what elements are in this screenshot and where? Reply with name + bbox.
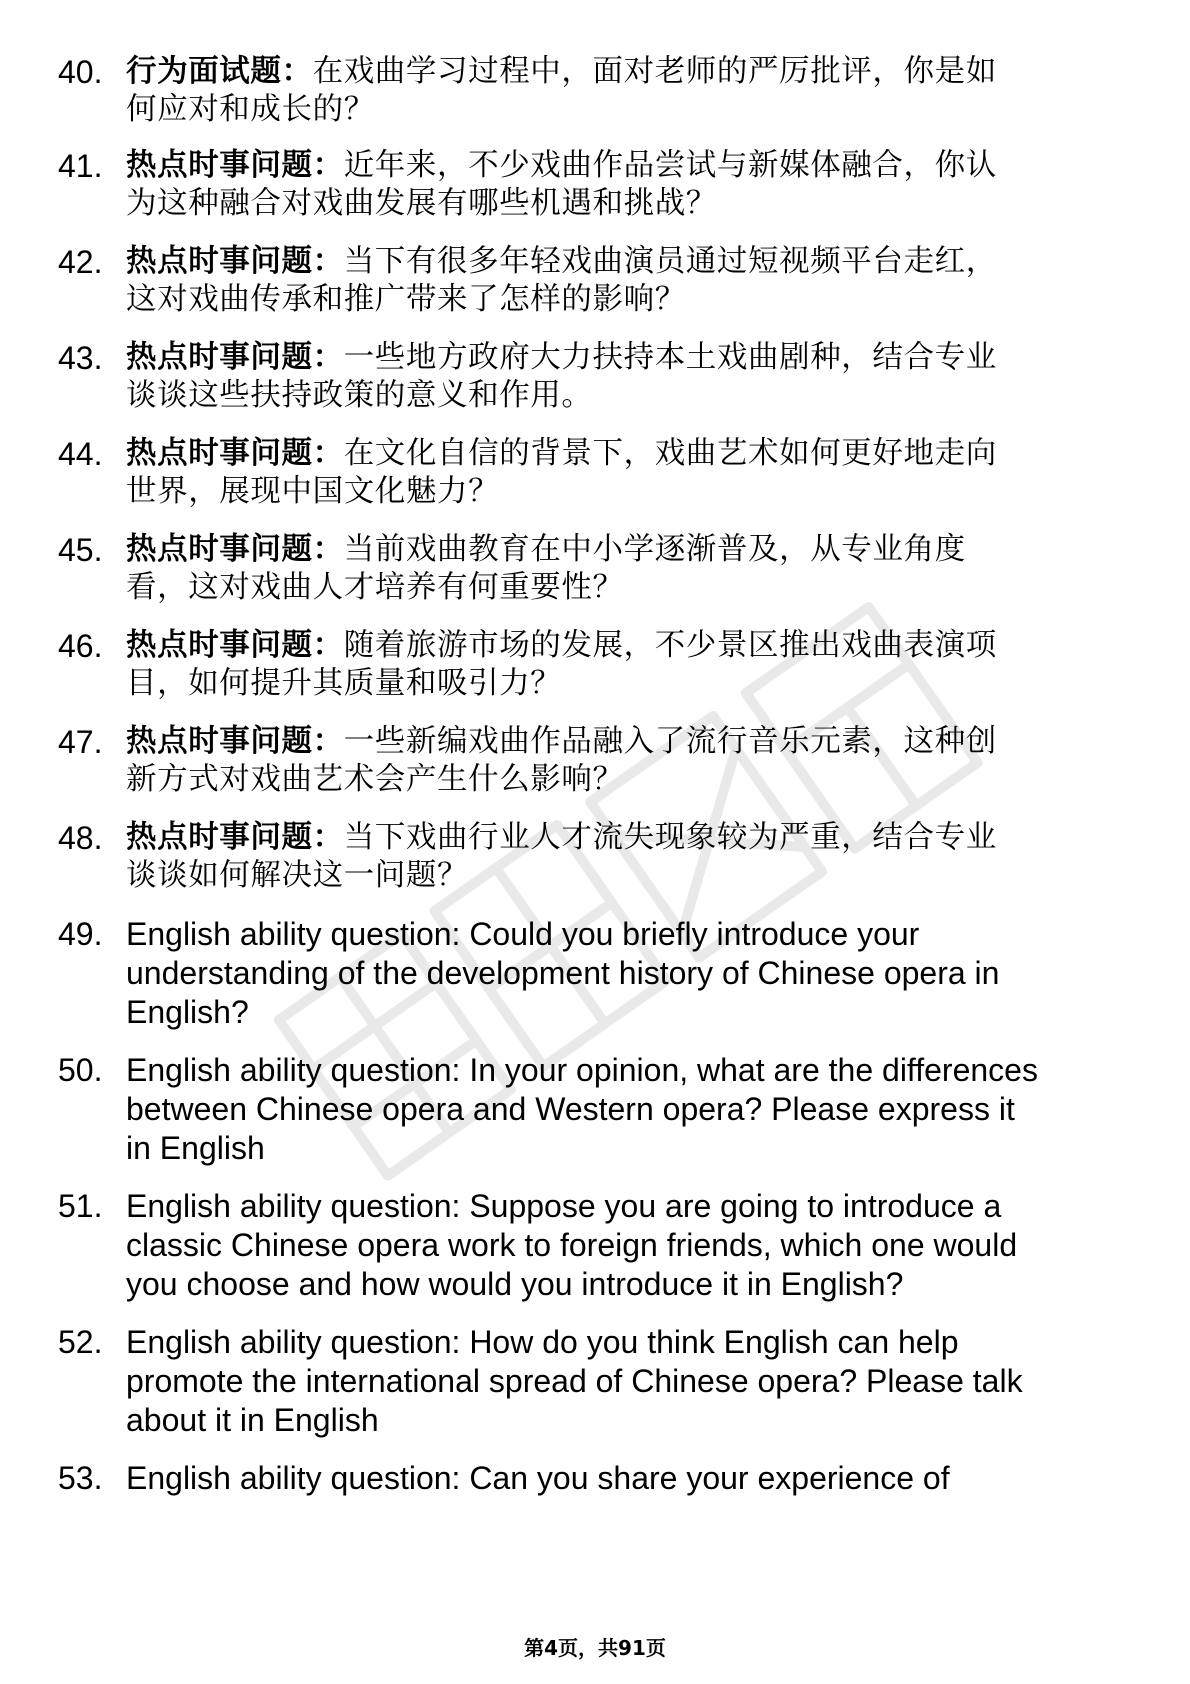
question-number: 50.	[58, 1052, 103, 1088]
question-text: 随着旅游市场的发展，不少景区推出戏曲表演项	[343, 628, 997, 663]
question-text: understanding of the development history of Chinese opera in	[126, 955, 1000, 991]
question-text: 一些地方政府大力扶持本土戏曲剧种，结合专业	[343, 340, 997, 375]
question-text: English ability question: In your opinion, what are the differences	[126, 1052, 1038, 1088]
question-text: 当下有很多年轻戏曲演员通过短视频平台走红，	[343, 244, 997, 279]
question-text: 为这种融合对戏曲发展有哪些机遇和挑战？	[126, 186, 717, 221]
question-text: 在戏曲学习过程中，面对老师的严厉批评，你是如	[312, 54, 997, 89]
question-line	[126, 338, 997, 378]
question-text: English?	[126, 994, 249, 1030]
page-footer: 第4页，共91页	[524, 1636, 666, 1660]
question-number: 44.	[58, 436, 103, 472]
question-line	[126, 626, 997, 666]
question-text: English ability question: Can you share your experience of	[126, 1460, 950, 1496]
question-label: 热点时事问题：	[126, 628, 344, 663]
question-line	[126, 52, 997, 92]
question-text: English ability question: How do you think English can help	[126, 1324, 959, 1360]
question-number: 45.	[58, 532, 103, 568]
question-text: you choose and how would you introduce it in English?	[126, 1266, 904, 1302]
question-number: 49.	[58, 916, 103, 952]
question-label: 热点时事问题：	[126, 820, 344, 855]
question-line	[126, 818, 997, 858]
question-line	[126, 530, 966, 570]
question-number: 40.	[58, 54, 103, 90]
question-line	[126, 434, 997, 474]
question-text: 近年来，不少戏曲作品尝试与新媒体融合，你认	[343, 148, 997, 183]
question-label: 行为面试题：	[126, 54, 313, 89]
question-label: 热点时事问题：	[126, 724, 344, 759]
question-text: 谈谈如何解决这一问题？	[126, 858, 469, 893]
question-number: 46.	[58, 628, 103, 664]
question-label: 热点时事问题：	[126, 244, 344, 279]
question-text: 在文化自信的背景下，戏曲艺术如何更好地走向	[343, 436, 997, 471]
question-text: 谈谈这些扶持政策的意义和作用。	[126, 378, 593, 413]
question-text: 何应对和成长的？	[126, 92, 375, 127]
question-number: 53.	[58, 1460, 103, 1496]
question-text: 世界，展现中国文化魅力？	[126, 474, 500, 509]
question-text: about it in English	[126, 1402, 379, 1438]
question-text: English ability question: Suppose you are going to introduce a	[126, 1188, 1002, 1224]
question-text: classic Chinese opera work to foreign friends, which one would	[126, 1227, 1018, 1263]
question-text: 当前戏曲教育在中小学逐渐普及，从专业角度	[343, 532, 966, 567]
question-text: promote the international spread of Chinese opera? Please talk	[126, 1363, 1023, 1399]
question-number: 52.	[58, 1324, 103, 1360]
question-line	[126, 722, 997, 762]
question-number: 43.	[58, 340, 103, 376]
question-label: 热点时事问题：	[126, 436, 344, 471]
question-label: 热点时事问题：	[126, 340, 344, 375]
question-text: 一些新编戏曲作品融入了流行音乐元素，这种创	[343, 724, 997, 759]
question-label: 热点时事问题：	[126, 148, 344, 183]
question-number: 51.	[58, 1188, 103, 1224]
question-number: 41.	[58, 148, 103, 184]
question-text: 这对戏曲传承和推广带来了怎样的影响？	[126, 282, 686, 317]
question-text: 看，这对戏曲人才培养有何重要性？	[126, 570, 624, 605]
question-line	[126, 146, 997, 186]
question-label: 热点时事问题：	[126, 532, 344, 567]
question-line	[126, 242, 997, 282]
question-text: between Chinese opera and Western opera? Please express it	[126, 1091, 1015, 1127]
question-number: 48.	[58, 820, 103, 856]
question-text: 新方式对戏曲艺术会产生什么影响？	[126, 762, 624, 797]
question-number: 47.	[58, 724, 103, 760]
question-text: 当下戏曲行业人才流失现象较为严重，结合专业	[343, 820, 997, 855]
question-number: 42.	[58, 244, 103, 280]
question-text: English ability question: Could you briefly introduce your	[126, 916, 920, 952]
question-text: 目，如何提升其质量和吸引力？	[126, 666, 562, 701]
question-text: in English	[126, 1130, 265, 1166]
